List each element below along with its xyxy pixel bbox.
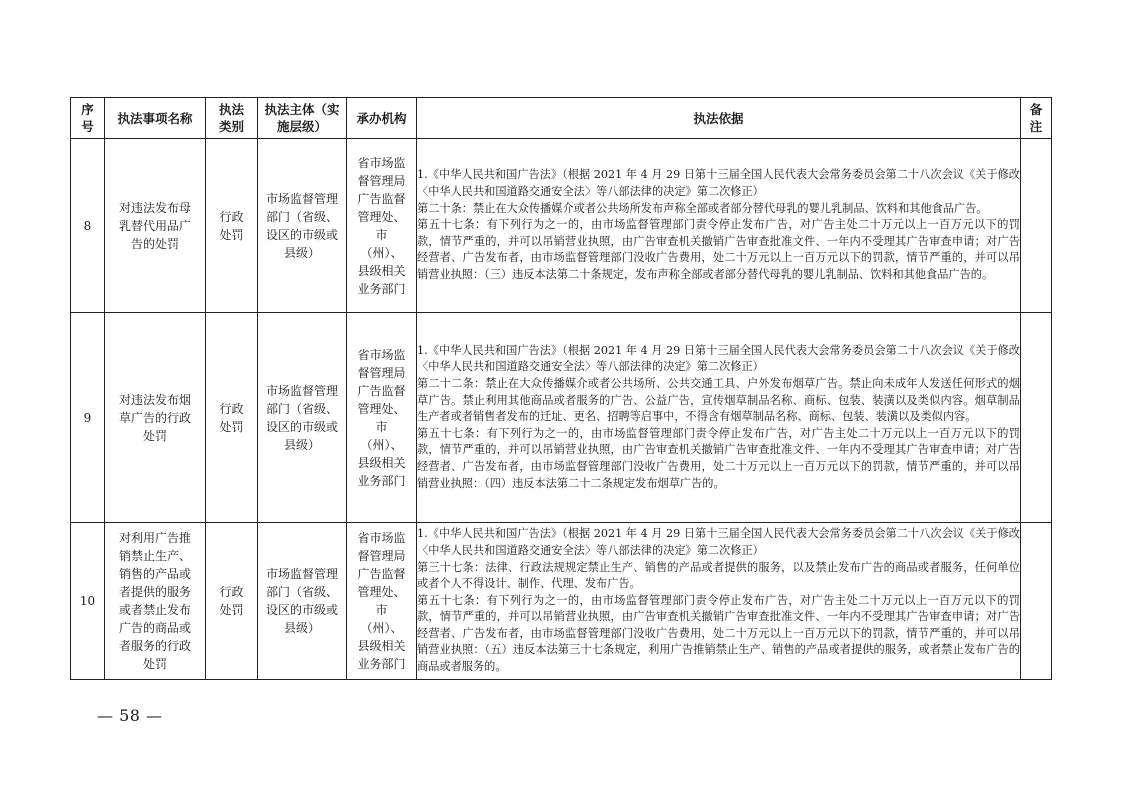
header-name: 执法事项名称 (105, 98, 206, 139)
basis-paragraph: 第五十七条：有下列行为之一的，由市场监督管理部门责令停止发布广告，对广告主处二十万元以上一百万元以下的罚款，情节严重的，并可以吊销营业执照，由广告审查机关撤销广告审查批准文件、一年内不受理其广告审查申请；对广告经营者、广告发布者，由市场监督管理部门没收广告费用，处二十万元以上一百万元以下的罚款，情节严重的，并可以吊销营业执照：（三）违反本法第二十条规定，发布声称全部或者部分替代母乳的婴儿乳制品、饮料和其他食品广告的。 (417, 218, 1020, 281)
table-row (71, 523, 1052, 680)
row-remark (1021, 313, 1052, 523)
row-seq: 10 (71, 523, 105, 680)
row-name: 对违法发布母乳替代用品广告的处罚 (105, 139, 206, 313)
row-name: 对利用广告推销禁止生产、销售的产品或者提供的服务或者禁止发布广告的商品或者服务的行政处罚 (105, 523, 206, 680)
row-basis (417, 139, 1021, 313)
row-name: 对违法发布烟草广告的行政处罚 (105, 313, 206, 523)
row-remark (1021, 139, 1052, 313)
row-org: 省市场监督管理局广告监督管理处、市（州）、县级相关业务部门 (347, 313, 417, 523)
basis-paragraph: 1.《中华人民共和国广告法》（根据 2021 年 4 月 29 日第十三届全国人民代表大会常务委员会第二十八次会议《关于修改〈中华人民共和国道路交通安全法〉等八部法律的决定》第二次修正） (417, 168, 1020, 199)
row-seq: 8 (71, 139, 105, 313)
row-subject: 市场监督管理部门（省级、设区的市级或县级） (258, 313, 347, 523)
basis-paragraph: 第二十二条：禁止在大众传播媒介或者公共场所、公共交通工具、户外发布烟草广告。禁止向未成年人发送任何形式的烟草广告。禁止利用其他商品或者服务的广告、公益广告，宣传烟草制品名称、商标、包装、装潢以及类似内容。烟草制品生产者或者销售者发布的迁址、更名、招聘等启事中，不得含有烟草制品名称、商标、包装、装潢以及类似内容。 (417, 377, 1020, 424)
table-header-row (71, 98, 1052, 139)
row-org: 省市场监督管理局广告监督管理处、市（州）、县级相关业务部门 (347, 523, 417, 680)
header-basis: 执法依据 (417, 98, 1021, 139)
header-seq: 序号 (71, 98, 105, 139)
row-type: 行政处罚 (206, 139, 258, 313)
basis-paragraph: 第五十七条：有下列行为之一的，由市场监督管理部门责令停止发布广告，对广告主处二十万元以上一百万元以下的罚款，情节严重的，并可以吊销营业执照，由广告审查机关撤销广告审查批准文件、一年内不受理其广告审查申请；对广告经营者、广告发布者，由市场监督管理部门没收广告费用，处二十万元以上一百万元以下的罚款，情节严重的，并可以吊销营业执照：（四）违反本法第二十二条规定发布烟草广告的。 (417, 426, 1020, 490)
header-subject: 执法主体（实施层级） (258, 98, 347, 139)
row-seq: 9 (71, 313, 105, 523)
basis-paragraph: 第五十七条：有下列行为之一的，由市场监督管理部门责令停止发布广告，对广告主处二十万元以上一百万元以下的罚款，情节严重的，并可以吊销营业执照，由广告审查机关撤销广告审查批准文件、一年内不受理其广告审查申请；对广告经营者、广告发布者，由市场监督管理部门没收广告费用，处二十万元以上一百万元以下的罚款，情节严重的，并可以吊销营业执照：（五）违反本法第三十七条规定，利用广告推销禁止生产、销售的产品或者提供的服务，或者禁止发布广告的商品或者服务的。 (417, 593, 1020, 674)
table-row (71, 139, 1052, 313)
table-row (71, 313, 1052, 523)
row-org: 省市场监督管理局广告监督管理处、市（州）、县级相关业务部门 (347, 139, 417, 313)
row-subject: 市场监督管理部门（省级、设区的市级或县级） (258, 523, 347, 680)
basis-paragraph: 1.《中华人民共和国广告法》（根据 2021 年 4 月 29 日第十三届全国人民代表大会常务委员会第二十八次会议《关于修改〈中华人民共和国道路交通安全法〉等八部法律的决定》第二次修正） (417, 527, 1020, 557)
header-org: 承办机构 (347, 98, 417, 139)
basis-paragraph: 1.《中华人民共和国广告法》（根据 2021 年 4 月 29 日第十三届全国人民代表大会常务委员会第二十八次会议《关于修改〈中华人民共和国道路交通安全法〉等八部法律的决定》第二次修正） (417, 343, 1020, 374)
row-basis (417, 523, 1021, 680)
page-number: — 58 — (97, 706, 163, 725)
basis-paragraph: 第二十条：禁止在大众传播媒介或者公共场所发布声称全部或者部分替代母乳的婴儿乳制品、饮料和其他食品广告。 (417, 201, 988, 215)
row-basis (417, 313, 1021, 523)
header-remark: 备注 (1021, 98, 1052, 139)
basis-paragraph: 第三十七条：法律、行政法规规定禁止生产、销售的产品或者提供的服务，以及禁止发布广告的商品或者服务，任何单位或者个人不得设计、制作、代理、发布广告。 (417, 560, 1020, 591)
row-type: 行政处罚 (206, 313, 258, 523)
row-type: 行政处罚 (206, 523, 258, 680)
header-type: 执法类别 (206, 98, 258, 139)
enforcement-table (70, 97, 1052, 680)
row-subject: 市场监督管理部门（省级、设区的市级或县级） (258, 139, 347, 313)
row-remark (1021, 523, 1052, 680)
